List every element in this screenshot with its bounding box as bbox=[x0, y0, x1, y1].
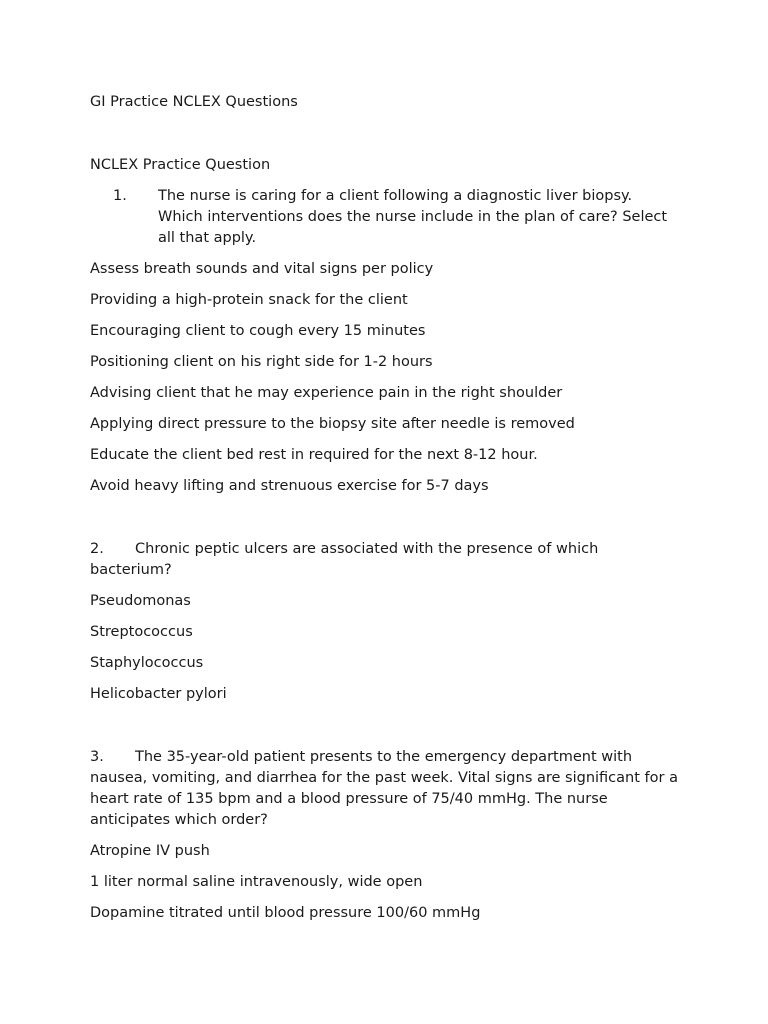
question-2 bbox=[90, 539, 680, 581]
answer-option: Helicobacter pylori bbox=[90, 686, 227, 702]
answer-option: Encouraging client to cough every 15 minutes bbox=[90, 323, 426, 339]
question-number: 1. bbox=[113, 188, 127, 204]
answer-option: Streptococcus bbox=[90, 624, 193, 640]
answer-option: Dopamine titrated until blood pressure 100/60 mmHg bbox=[90, 905, 481, 921]
answer-option: Applying direct pressure to the biopsy site after needle is removed bbox=[90, 416, 575, 432]
spacer bbox=[90, 507, 680, 539]
question-3 bbox=[90, 747, 680, 831]
answer-option: 1 liter normal saline intravenously, wide open bbox=[90, 874, 423, 890]
document-page bbox=[90, 92, 680, 934]
question-number: 3. bbox=[90, 749, 104, 765]
answer-option: Avoid heavy lifting and strenuous exercise for 5-7 days bbox=[90, 478, 489, 494]
question-text: The 35-year-old patient presents to the emergency department with nausea, vomiting, and diarrhea for the past week. Vital signs are significant for a heart rate of 135 bpm and a blood pressure of 75/40 mmHg. The nurse anticipates which order? bbox=[90, 749, 678, 828]
answer-option: Advising client that he may experience pain in the right shoulder bbox=[90, 385, 563, 401]
question-1 bbox=[113, 186, 680, 249]
answer-option: Educate the client bed rest in required for the next 8-12 hour. bbox=[90, 447, 538, 463]
answer-option: Staphylococcus bbox=[90, 655, 204, 671]
spacer bbox=[90, 715, 680, 747]
question-text: The nurse is caring for a client following a diagnostic liver biopsy. Which interventions does the nurse include in the plan of care? Select all that apply. bbox=[158, 188, 668, 246]
document-title: GI Practice NCLEX Questions bbox=[90, 94, 298, 110]
section-title: NCLEX Practice Question bbox=[90, 157, 271, 173]
answer-option: Assess breath sounds and vital signs per policy bbox=[90, 261, 434, 277]
answer-option: Providing a high-protein snack for the client bbox=[90, 292, 408, 308]
question-number: 2. bbox=[90, 541, 104, 557]
answer-option: Atropine IV push bbox=[90, 843, 210, 859]
answer-option: Positioning client on his right side for 1-2 hours bbox=[90, 354, 433, 370]
answer-option: Pseudomonas bbox=[90, 593, 191, 609]
question-text: Chronic peptic ulcers are associated with the presence of which bacterium? bbox=[90, 541, 599, 578]
